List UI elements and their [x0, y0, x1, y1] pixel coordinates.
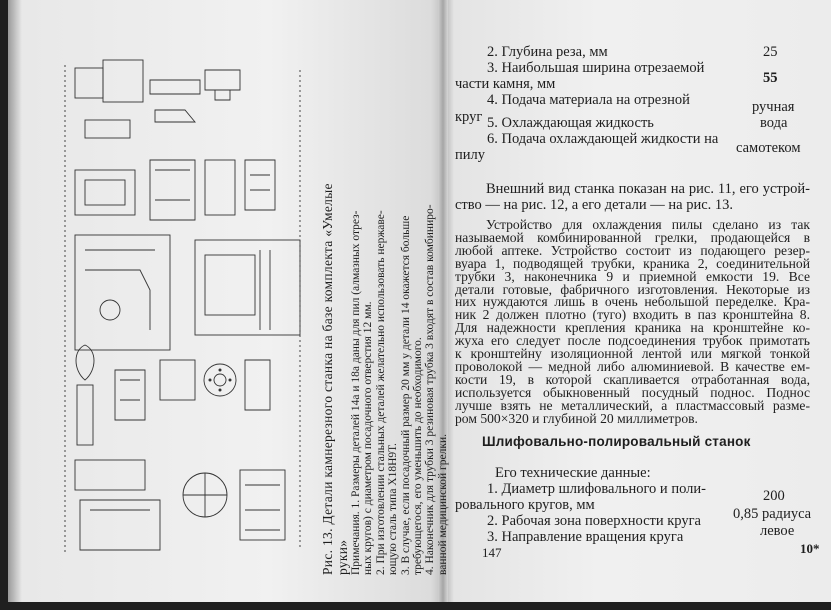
figure-note-line: ющую сталь типа Х18Н9Т.	[387, 443, 400, 575]
spec-label: 5. Охлаждающая жидкость	[487, 115, 654, 131]
paragraph-line: кости 19, в которой скапливается отработанная вода,	[455, 371, 810, 387]
figure-note-line: 4. Наконечник для трубки 3 резиновая трубка 3 входят в состав комбиниро-	[424, 204, 437, 575]
paragraph-line: детали готовые, фабричного изготовления. Некоторые из	[455, 281, 810, 297]
figure-caption-line: Рис. 13. Детали камнерезного станка на базе комплекта «Умелые	[320, 183, 335, 575]
paragraph-line: называемой комбинированной грелки, продающейся в	[455, 229, 810, 245]
spec-value: 200	[763, 488, 785, 504]
paragraph-line: ство — на рис. 12, а его детали — на рис. 13.	[455, 197, 734, 213]
signature-mark: 10*	[800, 541, 820, 556]
paragraph-line: трубки 3, наконечника 9 и приемной емкости 19. Все	[455, 268, 810, 284]
spec-value: самотеком	[736, 140, 801, 156]
spec-label: 4. Подача материала на отрезной	[487, 92, 690, 108]
spec-label: 2. Рабочая зона поверхности круга	[487, 513, 701, 529]
spec-value: левое	[760, 523, 795, 539]
figure-note-line: 3. В случае, если посадочный размер 20 мм у детали 14 окажется больше	[399, 215, 412, 575]
paragraph-line: Устройство для охлаждения пилы сделано из так	[486, 217, 810, 232]
figure-note-line: ванной медицинской грелки.	[436, 434, 449, 575]
spec-label: 6. Подача охлаждающей жидкости на	[487, 131, 719, 147]
paragraph-line: проволокой — медной либо алюминиевой. В качестве ем-	[455, 358, 810, 374]
paragraph-line: лучше взять не металлический, а пластмассовый разме-	[455, 397, 810, 413]
figure-note-line: требующегося, его уменьшить до необходимого.	[412, 337, 425, 575]
tech-intro: Его технические данные:	[495, 465, 651, 481]
paragraph-line: вуара 1, подводящей трубки, краника 2, соединительной	[455, 255, 810, 271]
figure-caption-block	[320, 30, 449, 575]
paragraph-line: жуха его следует после подсоединения трубок примотать	[455, 333, 810, 349]
paragraph-line: используется обыкновенный посудный поднос. Поднос	[455, 384, 810, 400]
spec-label: пилу	[455, 147, 486, 163]
paragraph-line: ром 500×320 и глубиной 20 миллиметров.	[455, 410, 698, 426]
paragraph-line: Для надежности крепления краника на кронштейне ко-	[455, 320, 810, 336]
spec-label: 3. Наибольшая ширина отрезаемой	[487, 60, 705, 76]
spec-label: части камня, мм	[455, 76, 556, 92]
paragraph-line: них нуждаются лишь в очень небольшой переделке. Кра-	[455, 294, 810, 310]
page-number: 147	[482, 545, 502, 560]
spec-label: 2. Глубина реза, мм	[487, 44, 608, 60]
figure-note-line: ных кругов) с диаметром посадочного отверстия 12 мм.	[362, 301, 375, 575]
spec-value: вода	[760, 115, 788, 131]
spec-label: ровального кругов, мм	[455, 497, 595, 513]
spec-value: 25	[763, 44, 778, 60]
figure-note-line: 2. При изготовлении стальных деталей желательно использовать нержаве-	[374, 210, 387, 575]
spec-value: ручная	[752, 99, 795, 115]
figure-caption-line: руки»	[335, 539, 350, 575]
paragraph-line: любой аптеке. Устройство состоит из подающего резер-	[455, 242, 810, 258]
figure-note-line: Примечания. 1. Размеры деталей 14а и 18а даны для пил (алмазных отрез-	[350, 210, 362, 575]
technical-drawings-figure	[55, 40, 310, 585]
paragraph-line: Внешний вид станка показан на рис. 11, его устрой-	[486, 181, 810, 197]
spec-label: 3. Направление вращения круга	[487, 529, 684, 545]
paragraph-line: ник 2 должен плотно (туго) входить в паз кронштейна 8.	[455, 307, 810, 323]
spec-label: круг	[455, 109, 483, 125]
section-heading: Шлифовально-полировальный станок	[482, 434, 751, 449]
spec-label: 1. Диаметр шлифовального и поли-	[487, 481, 706, 497]
spec-value: 55	[763, 70, 778, 86]
spec-value: 0,85 радиуса	[733, 506, 812, 522]
paragraph-line: к кронштейну изоляционной лентой или мягкой тонкой	[455, 346, 810, 361]
